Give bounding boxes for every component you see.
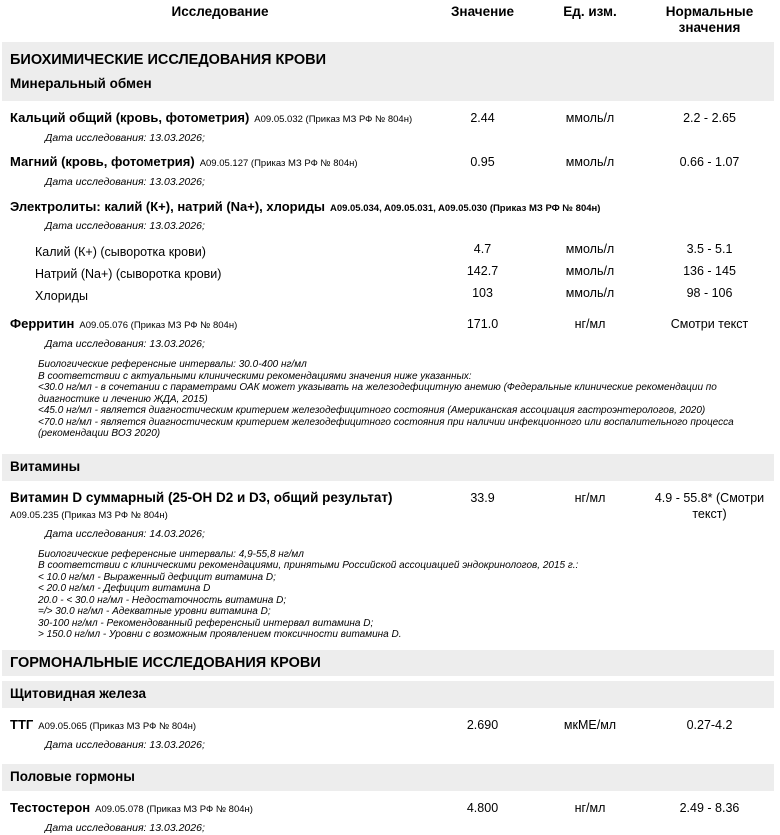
test-date: Дата исследования: 13.03.2026; [45, 338, 205, 350]
test-unit: нг/мл [574, 490, 606, 505]
test-name-cell [10, 154, 430, 172]
comment-line: < 20.0 нг/мл - Дефицит витамина D [38, 583, 211, 594]
test-subrow-sodium [0, 263, 780, 285]
test-subrow-potassium [0, 241, 780, 263]
test-value: 103 [472, 286, 493, 300]
test-normal-range: 3.5 - 5.1 [686, 242, 733, 256]
test-code: A09.05.034, A09.05.031, A09.05.030 (Приказ МЗ РФ № 804н) [329, 203, 601, 214]
test-date: Дата исследования: 14.03.2026; [45, 527, 205, 540]
test-value: 4.800 [466, 800, 499, 815]
test-row-electrolytes [0, 198, 780, 216]
test-normal-range: 0.27-4.2 [686, 717, 733, 732]
test-unit: ммоль/л [565, 264, 615, 278]
test-code: A09.05.076 (Приказ МЗ РФ № 804н) [79, 320, 238, 331]
test-row-magnesium [0, 154, 780, 172]
test-row-calcium [0, 110, 780, 128]
test-name: Витамин D суммарный (25-OH D2 и D3, общий результат) [10, 489, 393, 505]
test-name: Калий (К+) (сыворотка крови) [35, 245, 206, 259]
test-date: Дата исследования: 13.03.2026; [45, 821, 205, 834]
test-date: Дата исследования: 13.03.2026; [45, 176, 205, 188]
subsection-header-vitamins: Витамины [2, 454, 774, 481]
table-header [0, 4, 780, 36]
test-row-ferritin [0, 316, 780, 334]
test-value: 0.95 [470, 155, 495, 169]
test-name: Электролиты: калий (К+), натрий (Na+), хлориды [10, 199, 325, 214]
subsection-header-sex-hormones: Половые гормоны [2, 764, 774, 791]
test-value: 33.9 [470, 490, 495, 505]
test-name: Тестостерон [10, 799, 91, 815]
test-row-vitamin-d [0, 490, 780, 524]
comment-line: 20.0 - < 30.0 нг/мл - Недостаточность витамина D; [38, 594, 287, 606]
test-name-cell [10, 490, 430, 524]
test-unit: ммоль/л [565, 242, 615, 256]
test-value: 2.44 [470, 111, 495, 125]
test-unit: ммоль/л [565, 286, 615, 300]
test-date: Дата исследования: 13.03.2026; [45, 132, 205, 144]
test-code: A09.05.127 (Приказ МЗ РФ № 804н) [199, 158, 358, 169]
test-unit: ммоль/л [565, 155, 615, 169]
test-normal-range: Смотри текст [670, 317, 749, 331]
test-code: A09.05.078 (Приказ МЗ РФ № 804н) [95, 803, 253, 815]
test-name-cell [10, 110, 430, 128]
test-name: Натрий (Na+) (сыворотка крови) [35, 267, 222, 281]
section-header-biochem: БИОХИМИЧЕСКИЕ ИССЛЕДОВАНИЯ КРОВИ [2, 42, 774, 72]
test-row-testosterone [0, 800, 780, 818]
comment-line: Биологические референсные интервалы: 30.0-400 нг/мл [38, 359, 307, 370]
comment-line: В соответствии с клиническими рекомендациями, принятыми Российской ассоциацией эндокринологов, 2015 г.: [38, 560, 579, 571]
test-value: 142.7 [466, 264, 499, 278]
test-date: Дата исследования: 13.03.2026; [45, 738, 205, 751]
comment-line: В соответствии с актуальными клиническими рекомендациями значения ниже указанных: [38, 370, 472, 382]
comment-line: 30-100 нг/мл - Рекомендованный референсный интервал витамина D; [38, 617, 374, 629]
subsection-header-mineral: Минеральный обмен [2, 72, 774, 101]
column-header-unit: Ед. изм. [563, 4, 617, 19]
test-code: A09.05.032 (Приказ МЗ РФ № 804н) [254, 114, 413, 125]
test-date: Дата исследования: 13.03.2026; [45, 220, 205, 232]
test-unit: нг/мл [574, 800, 606, 815]
test-name-cell [10, 316, 430, 334]
test-value: 4.7 [473, 242, 492, 256]
test-code: A09.05.235 (Приказ МЗ РФ № 804н) [10, 509, 168, 521]
test-normal-range: 2.49 - 8.36 [679, 800, 740, 815]
column-header-normal: Нормальные значения [665, 4, 754, 35]
test-normal-range: 4.9 - 55.8* (Смотри текст) [654, 490, 765, 521]
comment-line: Биологические референсные интервалы: 4,9-55,8 нг/мл [38, 548, 304, 560]
test-name: Кальций общий (кровь, фотометрия) [10, 110, 250, 125]
test-name: Хлориды [35, 289, 88, 303]
test-unit: мкМЕ/мл [563, 717, 617, 732]
column-header-value: Значение [450, 4, 515, 19]
test-normal-range: 98 - 106 [686, 286, 733, 300]
comment-line: <45.0 нг/мл - является диагностическим критерием железодефицитного состояния (Американская ассоциация гастроэнтерологов, 2020) [38, 405, 706, 416]
test-name: Магний (кровь, фотометрия) [10, 154, 195, 169]
test-unit: ммоль/л [565, 111, 615, 125]
comment-line: =/> 30.0 нг/мл - Адекватные уровни витамина D; [38, 606, 271, 617]
test-comments-vitamin-d [38, 549, 738, 641]
test-unit: нг/мл [574, 317, 606, 331]
test-value: 171.0 [466, 317, 499, 331]
comment-line: <70.0 нг/мл - является диагностическим критерием железодефицитного состояния при наличии инфекционного или воспалительного процесса (рекомендации ВОЗ 2020) [38, 416, 734, 439]
comment-line: < 10.0 нг/мл - Выраженный дефицит витамина D; [38, 571, 276, 583]
test-value: 2.690 [466, 717, 499, 732]
test-name-cell [10, 800, 430, 818]
comment-line: <30.0 нг/мл - в сочетании с параметрами ОАК может указывать на железодефицитную анемию (Федеральные клинические рекомендации по диагностике и лечению ЖДА, 2015) [38, 382, 717, 405]
test-name-cell [10, 717, 430, 735]
column-header-test: Исследование [171, 4, 269, 19]
test-comments-ferritin [38, 359, 738, 440]
test-name: Ферритин [10, 316, 75, 331]
comment-line: > 150.0 нг/мл - Уровни с возможным проявлением токсичности витамина D. [38, 629, 402, 640]
section-header-hormonal: ГОРМОНАЛЬНЫЕ ИССЛЕДОВАНИЯ КРОВИ [2, 650, 774, 676]
test-name: ТТГ [10, 716, 34, 732]
test-code: A09.05.065 (Приказ МЗ РФ № 804н) [38, 720, 197, 732]
test-row-ttg [0, 717, 780, 735]
test-subrow-chlorides [0, 285, 780, 307]
subsection-header-thyroid: Щитовидная железа [2, 681, 774, 708]
test-normal-range: 2.2 - 2.65 [683, 111, 736, 125]
test-normal-range: 136 - 145 [683, 264, 736, 278]
test-normal-range: 0.66 - 1.07 [679, 155, 740, 169]
